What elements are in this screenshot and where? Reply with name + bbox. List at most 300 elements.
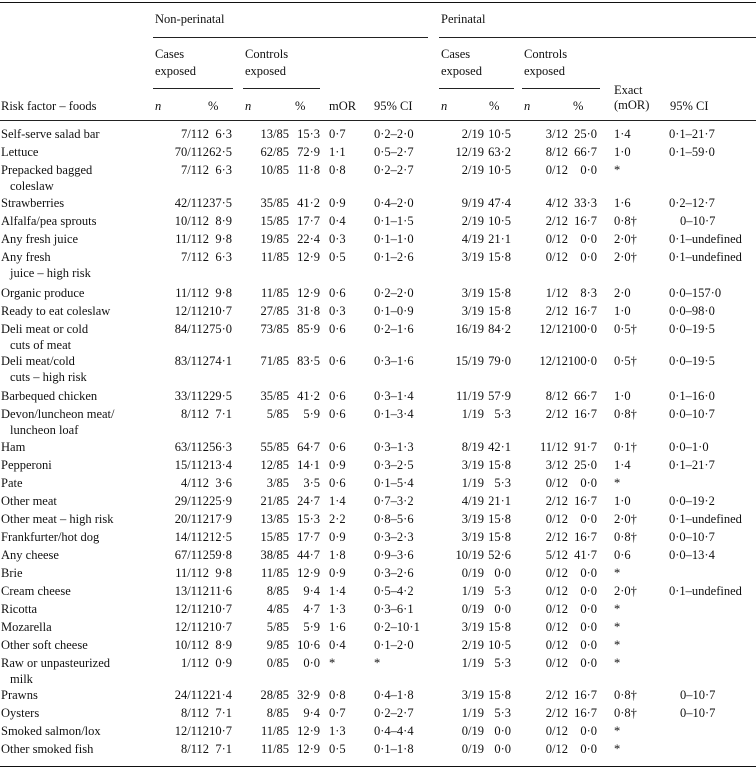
row-29-p1: 7·1 bbox=[215, 742, 232, 756]
row-3-p4: 33·3 bbox=[574, 196, 597, 210]
col-np-cases-pct: % bbox=[208, 99, 219, 113]
row-27-p4: 16·7 bbox=[574, 706, 597, 720]
row-24-p3: 10·5 bbox=[488, 638, 511, 652]
p-controls-label-2: exposed bbox=[524, 64, 565, 78]
row-9-p2: 85·9 bbox=[297, 322, 320, 336]
row-29-food-line-0: Other smoked fish bbox=[1, 742, 94, 756]
row-10-p3: 79·0 bbox=[488, 354, 511, 368]
row-9-food-line-1: cuts of meat bbox=[10, 338, 72, 352]
row-28-c4: 0/12 bbox=[545, 724, 568, 738]
row-1-p3: 63·2 bbox=[488, 145, 511, 159]
row-9-c3: 16/19 bbox=[455, 322, 484, 336]
row-2-p4: 0·0 bbox=[580, 163, 597, 177]
header-bottom-rule bbox=[0, 120, 756, 121]
row-22-c3: 0/19 bbox=[461, 602, 484, 616]
row-13-p1: 56·3 bbox=[209, 440, 232, 454]
row-22-food-line-0: Ricotta bbox=[1, 602, 38, 616]
row-24-mor: 0·4 bbox=[329, 638, 346, 652]
row-28-food-line-0: Smoked salmon/lox bbox=[1, 724, 101, 738]
row-16-p4: 16·7 bbox=[574, 494, 597, 508]
row-20-food-line-0: Brie bbox=[1, 566, 23, 580]
row-3-p3: 47·4 bbox=[488, 196, 511, 210]
row-22-c2: 4/85 bbox=[266, 602, 289, 616]
row-8-c1: 12/112 bbox=[174, 304, 209, 318]
row-25-c3: 1/19 bbox=[461, 656, 484, 670]
row-15-p4: 0·0 bbox=[580, 476, 597, 490]
row-3-c1: 42/112 bbox=[174, 196, 209, 210]
row-3-food-line-0: Strawberries bbox=[1, 196, 65, 210]
row-29-p2: 12·9 bbox=[297, 742, 320, 756]
row-4-p3: 10·5 bbox=[488, 214, 511, 228]
row-3-ci: 0·4–2·0 bbox=[374, 196, 414, 210]
row-6-p3: 15·8 bbox=[488, 250, 511, 264]
row-20-ex: * bbox=[614, 566, 621, 580]
row-24-c2: 9/85 bbox=[266, 638, 289, 652]
row-28-mor: 1·3 bbox=[329, 724, 346, 738]
row-7-mor: 0·6 bbox=[329, 286, 346, 300]
row-18-ci: 0·3–2·3 bbox=[374, 530, 414, 544]
row-28-p1: 10·7 bbox=[209, 724, 232, 738]
row-12-mor: 0·6 bbox=[329, 407, 346, 421]
row-3-c3: 9/19 bbox=[461, 196, 484, 210]
row-11-c3: 11/19 bbox=[455, 389, 484, 403]
row-9-ci2: 0·0–19·5 bbox=[669, 322, 715, 336]
row-20-c1: 11/112 bbox=[175, 566, 209, 580]
row-29-c4: 0/12 bbox=[545, 742, 568, 756]
row-16-c2: 21/85 bbox=[260, 494, 289, 508]
row-25-food-line-1: milk bbox=[10, 672, 33, 686]
row-6-ci: 0·1–2·6 bbox=[374, 250, 414, 264]
row-6-food-line-0: Any fresh bbox=[1, 250, 51, 264]
row-26-c4: 2/12 bbox=[545, 688, 568, 702]
col-p-ci: 95% CI bbox=[670, 99, 709, 113]
row-13-p2: 64·7 bbox=[297, 440, 320, 454]
row-22-p1: 10·7 bbox=[209, 602, 232, 616]
row-1-p1: 62·5 bbox=[209, 145, 232, 159]
row-19-c2: 38/85 bbox=[260, 548, 289, 562]
row-7-p4: 8·3 bbox=[580, 286, 597, 300]
row-16-c4: 2/12 bbox=[545, 494, 568, 508]
row-25-mor: * bbox=[329, 656, 336, 670]
row-18-ci2: 0·0–10·7 bbox=[669, 530, 715, 544]
row-1-c2: 62/85 bbox=[260, 145, 289, 159]
row-23-p4: 0·0 bbox=[580, 620, 597, 634]
col-np-controls-n: n bbox=[245, 99, 252, 113]
row-26-c3: 3/19 bbox=[461, 688, 484, 702]
row-15-c1: 4/112 bbox=[180, 476, 209, 490]
row-2-food-line-0: Prepacked bagged bbox=[1, 163, 93, 177]
row-5-p4: 0·0 bbox=[580, 232, 597, 246]
row-1-c4: 8/12 bbox=[545, 145, 568, 159]
row-18-p4: 16·7 bbox=[574, 530, 597, 544]
row-14-food-line-0: Pepperoni bbox=[1, 458, 52, 472]
row-28-c3: 0/19 bbox=[461, 724, 484, 738]
row-29-c3: 0/19 bbox=[461, 742, 484, 756]
row-8-mor: 0·3 bbox=[329, 304, 346, 318]
row-14-c2: 12/85 bbox=[260, 458, 289, 472]
row-6-c1: 7/112 bbox=[180, 250, 209, 264]
row-11-c2: 35/85 bbox=[260, 389, 289, 403]
row-8-ci: 0·1–0·9 bbox=[374, 304, 414, 318]
row-13-c4: 11/12 bbox=[539, 440, 568, 454]
row-0-p2: 15·3 bbox=[297, 127, 320, 141]
row-15-ex: * bbox=[614, 476, 621, 490]
row-0-p3: 10·5 bbox=[488, 127, 511, 141]
row-28-c2: 11/85 bbox=[260, 724, 289, 738]
row-20-c2: 11/85 bbox=[260, 566, 289, 580]
row-26-ci: 0·4–1·8 bbox=[374, 688, 414, 702]
row-1-ci2: 0·1–59·0 bbox=[669, 145, 715, 159]
col-p-cases-pct: % bbox=[489, 99, 500, 113]
row-22-ci: 0·3–6·1 bbox=[374, 602, 414, 616]
row-12-c1: 8/112 bbox=[180, 407, 209, 421]
row-2-food-line-1: coleslaw bbox=[10, 179, 54, 193]
row-26-ci2: 0–10·7 bbox=[680, 688, 716, 702]
row-29-c2: 11/85 bbox=[260, 742, 289, 756]
row-21-mor: 1·4 bbox=[329, 584, 346, 598]
row-29-mor: 0·5 bbox=[329, 742, 346, 756]
row-0-ci2: 0·1–21·7 bbox=[669, 127, 715, 141]
row-23-p3: 15·8 bbox=[488, 620, 511, 634]
row-22-mor: 1·3 bbox=[329, 602, 346, 616]
row-28-c1: 12/112 bbox=[174, 724, 209, 738]
row-12-c3: 1/19 bbox=[461, 407, 484, 421]
row-17-c1: 20/112 bbox=[174, 512, 209, 526]
row-4-ci2: 0–10·7 bbox=[680, 214, 716, 228]
row-24-p2: 10·6 bbox=[297, 638, 320, 652]
row-18-c4: 2/12 bbox=[545, 530, 568, 544]
row-13-p3: 42·1 bbox=[488, 440, 511, 454]
row-22-p3: 0·0 bbox=[494, 602, 511, 616]
row-4-c2: 15/85 bbox=[260, 214, 289, 228]
row-25-ci: * bbox=[374, 656, 381, 670]
row-21-food-line-0: Cream cheese bbox=[1, 584, 71, 598]
row-9-p4: 100·0 bbox=[567, 322, 597, 336]
row-22-p4: 0·0 bbox=[580, 602, 597, 616]
row-2-ex: * bbox=[614, 163, 621, 177]
row-3-c4: 4/12 bbox=[545, 196, 568, 210]
row-24-food-line-0: Other soft cheese bbox=[1, 638, 88, 652]
row-8-c4: 2/12 bbox=[545, 304, 568, 318]
row-6-ci2: 0·1–undefined bbox=[669, 250, 742, 264]
row-7-c2: 11/85 bbox=[260, 286, 289, 300]
row-27-mor: 0·7 bbox=[329, 706, 346, 720]
p-cases-rule bbox=[439, 88, 514, 89]
row-27-p1: 7·1 bbox=[215, 706, 232, 720]
row-19-p4: 41·7 bbox=[574, 548, 597, 562]
row-17-p1: 17·9 bbox=[209, 512, 232, 526]
row-10-c2: 71/85 bbox=[260, 354, 289, 368]
row-13-c3: 8/19 bbox=[461, 440, 484, 454]
row-15-ci: 0·1–5·4 bbox=[374, 476, 414, 490]
exact-label-2: (mOR) bbox=[614, 98, 650, 112]
p-controls-label-1: Controls bbox=[524, 47, 568, 61]
row-11-p2: 41·2 bbox=[297, 389, 320, 403]
row-4-p2: 17·7 bbox=[297, 214, 320, 228]
row-2-ci: 0·2–2·7 bbox=[374, 163, 414, 177]
row-23-p1: 10·7 bbox=[209, 620, 232, 634]
row-21-p1: 11·6 bbox=[209, 584, 232, 598]
row-15-mor: 0·6 bbox=[329, 476, 346, 490]
table-top-rule bbox=[0, 2, 756, 3]
row-17-c4: 0/12 bbox=[545, 512, 568, 526]
row-8-p3: 15·8 bbox=[488, 304, 511, 318]
row-19-p3: 52·6 bbox=[488, 548, 511, 562]
row-12-p1: 7·1 bbox=[215, 407, 232, 421]
row-9-p3: 84·2 bbox=[488, 322, 511, 336]
row-28-p3: 0·0 bbox=[494, 724, 511, 738]
row-5-p1: 9·8 bbox=[215, 232, 232, 246]
np-cases-label-1: Cases bbox=[155, 47, 185, 61]
row-5-c2: 19/85 bbox=[260, 232, 289, 246]
row-26-c1: 24/112 bbox=[174, 688, 209, 702]
row-28-ci: 0·4–4·4 bbox=[374, 724, 414, 738]
row-7-ci: 0·2–2·0 bbox=[374, 286, 414, 300]
row-2-p2: 11·8 bbox=[297, 163, 320, 177]
row-10-c4: 12/12 bbox=[539, 354, 568, 368]
row-15-p2: 3·5 bbox=[303, 476, 320, 490]
row-4-ex: 0·8† bbox=[614, 214, 637, 228]
row-26-mor: 0·8 bbox=[329, 688, 346, 702]
row-19-p1: 59·8 bbox=[209, 548, 232, 562]
row-20-p2: 12·9 bbox=[297, 566, 320, 580]
row-25-food-line-0: Raw or unpasteurized bbox=[1, 656, 110, 670]
row-11-ex: 1·0 bbox=[614, 389, 631, 403]
row-11-p1: 29·5 bbox=[209, 389, 232, 403]
row-20-p4: 0·0 bbox=[580, 566, 597, 580]
row-4-p1: 8·9 bbox=[215, 214, 232, 228]
row-19-ci2: 0·0–13·4 bbox=[669, 548, 715, 562]
row-12-c4: 2/12 bbox=[545, 407, 568, 421]
row-25-c2: 0/85 bbox=[266, 656, 289, 670]
row-7-ex: 2·0 bbox=[614, 286, 631, 300]
row-1-mor: 1·1 bbox=[329, 145, 346, 159]
row-6-p1: 6·3 bbox=[215, 250, 232, 264]
row-12-ex: 0·8† bbox=[614, 407, 637, 421]
row-23-ex: * bbox=[614, 620, 621, 634]
row-20-mor: 0·9 bbox=[329, 566, 346, 580]
row-27-ci2: 0–10·7 bbox=[680, 706, 716, 720]
row-19-ex: 0·6 bbox=[614, 548, 631, 562]
row-23-c4: 0/12 bbox=[545, 620, 568, 634]
row-13-ex: 0·1† bbox=[614, 440, 637, 454]
row-26-p2: 32·9 bbox=[297, 688, 320, 702]
row-12-ci2: 0·0–10·7 bbox=[669, 407, 715, 421]
row-29-p3: 0·0 bbox=[494, 742, 511, 756]
row-18-ex: 0·8† bbox=[614, 530, 637, 544]
row-24-p1: 8·9 bbox=[215, 638, 232, 652]
row-26-c2: 28/85 bbox=[260, 688, 289, 702]
row-22-c1: 12/112 bbox=[174, 602, 209, 616]
row-3-p2: 41·2 bbox=[297, 196, 320, 210]
row-28-ex: * bbox=[614, 724, 621, 738]
row-4-mor: 0·4 bbox=[329, 214, 346, 228]
row-14-p3: 15·8 bbox=[488, 458, 511, 472]
row-17-mor: 2·2 bbox=[329, 512, 346, 526]
row-12-p4: 16·7 bbox=[574, 407, 597, 421]
row-13-mor: 0·6 bbox=[329, 440, 346, 454]
row-27-ex: 0·8† bbox=[614, 706, 637, 720]
row-3-ex: 1·6 bbox=[614, 196, 631, 210]
row-27-p2: 9·4 bbox=[303, 706, 320, 720]
row-19-p2: 44·7 bbox=[297, 548, 320, 562]
col-np-cases-n: n bbox=[155, 99, 162, 113]
row-18-mor: 0·9 bbox=[329, 530, 346, 544]
row-10-p2: 83·5 bbox=[297, 354, 320, 368]
row-11-mor: 0·6 bbox=[329, 389, 346, 403]
row-5-c3: 4/19 bbox=[461, 232, 484, 246]
row-3-c2: 35/85 bbox=[260, 196, 289, 210]
row-14-ci2: 0·1–21·7 bbox=[669, 458, 715, 472]
row-19-c4: 5/12 bbox=[545, 548, 568, 562]
row-17-p3: 15·8 bbox=[488, 512, 511, 526]
row-17-ex: 2·0† bbox=[614, 512, 637, 526]
row-27-food-line-0: Oysters bbox=[1, 706, 40, 720]
row-2-c1: 7/112 bbox=[180, 163, 209, 177]
row-21-p4: 0·0 bbox=[580, 584, 597, 598]
row-22-c4: 0/12 bbox=[545, 602, 568, 616]
row-14-mor: 0·9 bbox=[329, 458, 346, 472]
col-np-controls-pct: % bbox=[295, 99, 306, 113]
row-22-ex: * bbox=[614, 602, 621, 616]
row-9-c4: 12/12 bbox=[539, 322, 568, 336]
row-23-food-line-0: Mozarella bbox=[1, 620, 52, 634]
row-27-c4: 2/12 bbox=[545, 706, 568, 720]
row-9-ex: 0·5† bbox=[614, 322, 637, 336]
row-9-ci: 0·2–1·6 bbox=[374, 322, 414, 336]
row-19-c1: 67/112 bbox=[174, 548, 209, 562]
row-18-p3: 15·8 bbox=[488, 530, 511, 544]
row-5-mor: 0·3 bbox=[329, 232, 346, 246]
row-25-p1: 0·9 bbox=[215, 656, 232, 670]
row-16-ci: 0·7–3·2 bbox=[374, 494, 414, 508]
row-0-c2: 13/85 bbox=[260, 127, 289, 141]
row-11-c1: 33/112 bbox=[174, 389, 209, 403]
row-20-ci: 0·3–2·6 bbox=[374, 566, 414, 580]
row-9-p1: 75·0 bbox=[209, 322, 232, 336]
row-5-c4: 0/12 bbox=[545, 232, 568, 246]
row-1-p4: 66·7 bbox=[574, 145, 597, 159]
row-23-p2: 5·9 bbox=[303, 620, 320, 634]
row-27-p3: 5·3 bbox=[494, 706, 511, 720]
row-6-p4: 0·0 bbox=[580, 250, 597, 264]
row-4-food-line-0: Alfalfa/pea sprouts bbox=[1, 214, 97, 228]
row-0-ci: 0·2–2·0 bbox=[374, 127, 414, 141]
row-3-mor: 0·9 bbox=[329, 196, 346, 210]
row-16-c3: 4/19 bbox=[461, 494, 484, 508]
row-17-p2: 15·3 bbox=[297, 512, 320, 526]
row-25-p2: 0·0 bbox=[303, 656, 320, 670]
row-19-food-line-0: Any cheese bbox=[1, 548, 59, 562]
row-7-food-line-0: Organic produce bbox=[1, 286, 85, 300]
row-18-c3: 3/19 bbox=[461, 530, 484, 544]
row-24-p4: 0·0 bbox=[580, 638, 597, 652]
row-2-mor: 0·8 bbox=[329, 163, 346, 177]
row-17-p4: 0·0 bbox=[580, 512, 597, 526]
row-10-mor: 0·6 bbox=[329, 354, 346, 368]
row-14-p1: 13·4 bbox=[209, 458, 232, 472]
row-17-c3: 3/19 bbox=[461, 512, 484, 526]
row-21-ci: 0·5–4·2 bbox=[374, 584, 414, 598]
row-5-c1: 11/112 bbox=[175, 232, 209, 246]
row-19-mor: 1·8 bbox=[329, 548, 346, 562]
row-18-c2: 15/85 bbox=[260, 530, 289, 544]
row-21-ci2: 0·1–undefined bbox=[669, 584, 742, 598]
row-9-food-line-0: Deli meat or cold bbox=[1, 322, 89, 336]
np-cases-rule bbox=[153, 88, 233, 89]
col-p-controls-n: n bbox=[524, 99, 531, 113]
row-20-p1: 9·8 bbox=[215, 566, 232, 580]
row-19-c3: 10/19 bbox=[455, 548, 484, 562]
row-18-food-line-0: Frankfurter/hot dog bbox=[1, 530, 100, 544]
row-2-p1: 6·3 bbox=[215, 163, 232, 177]
row-22-p2: 4·7 bbox=[303, 602, 320, 616]
row-23-c2: 5/85 bbox=[266, 620, 289, 634]
np-controls-label-1: Controls bbox=[245, 47, 289, 61]
row-14-p4: 25·0 bbox=[574, 458, 597, 472]
row-8-ci2: 0·0–98·0 bbox=[669, 304, 715, 318]
row-24-c4: 0/12 bbox=[545, 638, 568, 652]
row-2-c3: 2/19 bbox=[461, 163, 484, 177]
row-8-ex: 1·0 bbox=[614, 304, 631, 318]
row-13-c1: 63/112 bbox=[174, 440, 209, 454]
row-16-ex: 1·0 bbox=[614, 494, 631, 508]
col-p-controls-pct: % bbox=[573, 99, 584, 113]
row-1-c1: 70/112 bbox=[174, 145, 209, 159]
row-11-ci2: 0·1–16·0 bbox=[669, 389, 715, 403]
row-0-c1: 7/112 bbox=[180, 127, 209, 141]
row-16-p3: 21·1 bbox=[488, 494, 511, 508]
col-np-mor: mOR bbox=[329, 99, 357, 113]
row-12-c2: 5/85 bbox=[266, 407, 289, 421]
row-25-c1: 1/112 bbox=[180, 656, 209, 670]
row-17-ci2: 0·1–undefined bbox=[669, 512, 742, 526]
p-cases-label-1: Cases bbox=[441, 47, 471, 61]
row-12-food-line-1: luncheon loaf bbox=[10, 423, 79, 437]
group-perinatal: Perinatal bbox=[441, 12, 486, 26]
row-15-p1: 3·6 bbox=[215, 476, 232, 490]
row-24-c3: 2/19 bbox=[461, 638, 484, 652]
p-cases-label-2: exposed bbox=[441, 64, 482, 78]
row-1-p2: 72·9 bbox=[297, 145, 320, 159]
row-6-mor: 0·5 bbox=[329, 250, 346, 264]
row-14-c3: 3/19 bbox=[461, 458, 484, 472]
row-1-c3: 12/19 bbox=[455, 145, 484, 159]
row-16-ci2: 0·0–19·2 bbox=[669, 494, 715, 508]
row-17-c2: 13/85 bbox=[260, 512, 289, 526]
row-21-p3: 5·3 bbox=[494, 584, 511, 598]
row-23-ci: 0·2–10·1 bbox=[374, 620, 420, 634]
row-13-food-line-0: Ham bbox=[1, 440, 26, 454]
row-2-c2: 10/85 bbox=[260, 163, 289, 177]
row-13-p4: 91·7 bbox=[574, 440, 597, 454]
row-23-mor: 1·6 bbox=[329, 620, 346, 634]
row-17-ci: 0·8–5·6 bbox=[374, 512, 414, 526]
row-18-c1: 14/112 bbox=[174, 530, 209, 544]
row-20-c4: 0/12 bbox=[545, 566, 568, 580]
row-0-mor: 0·7 bbox=[329, 127, 346, 141]
row-19-ci: 0·9–3·6 bbox=[374, 548, 414, 562]
row-2-c4: 0/12 bbox=[545, 163, 568, 177]
row-20-c3: 0/19 bbox=[461, 566, 484, 580]
row-15-c4: 0/12 bbox=[545, 476, 568, 490]
row-4-p4: 16·7 bbox=[574, 214, 597, 228]
row-12-ci: 0·1–3·4 bbox=[374, 407, 414, 421]
row-10-ci: 0·3–1·6 bbox=[374, 354, 414, 368]
row-8-c2: 27/85 bbox=[260, 304, 289, 318]
row-10-c1: 83/112 bbox=[174, 354, 209, 368]
row-21-c2: 8/85 bbox=[266, 584, 289, 598]
